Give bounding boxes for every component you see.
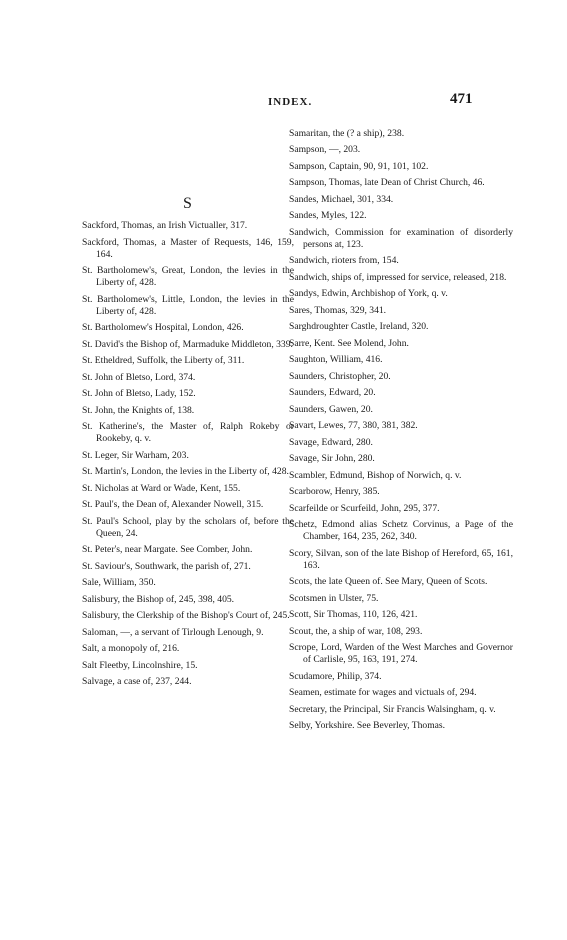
index-entry: Sampson, Thomas, late Dean of Christ Church, 46. (289, 177, 485, 189)
index-entry: Secretary, the Principal, Sir Francis Walsingham, q. v. (289, 703, 496, 715)
page-number: 471 (450, 91, 473, 107)
index-entry: St. Bartholomew's, Little, London, the levies in the Liberty of, 428. (82, 293, 294, 317)
index-entry: Salisbury, the Bishop of, 245, 398, 405. (82, 593, 235, 605)
section-letter: S (183, 195, 193, 212)
index-entry: St. Bartholomew's Hospital, London, 426. (82, 322, 244, 334)
right-entries (289, 128, 513, 732)
index-entry: Scout, the, a ship of war, 108, 293. (289, 625, 423, 637)
index-entry: Scarfeilde or Scurfeild, John, 295, 377. (289, 502, 440, 514)
index-entry: St. David's the Bishop of, Marmaduke Middleton, 339. (82, 338, 293, 350)
index-entry: St. Saviour's, Southwark, the parish of, 271. (82, 560, 251, 572)
index-entry: Sandwich, Commission for examination of disorderly persons at, 123. (289, 226, 513, 250)
index-entry: St. John, the Knights of, 138. (82, 404, 195, 416)
index-entry: Scudamore, Philip, 374. (289, 670, 382, 682)
index-entry: Saunders, Edward, 20. (289, 387, 376, 399)
index-entry: Salvage, a case of, 237, 244. (82, 676, 192, 688)
index-entry: St. Bartholomew's, Great, London, the levies in the Liberty of, 428. (82, 265, 294, 289)
index-entry: Savart, Lewes, 77, 380, 381, 382. (289, 420, 418, 432)
index-entry: Saloman, —, a servant of Tirlough Lenough, 9. (82, 626, 264, 638)
running-header: INDEX. (268, 96, 313, 108)
index-entry: Scambler, Edmund, Bishop of Norwich, q. v. (289, 469, 462, 481)
index-entry: Sackford, Thomas, a Master of Requests, 146, 159, 164. (82, 236, 294, 260)
index-entry: Savage, Sir John, 280. (289, 453, 375, 465)
index-entry: Salisbury, the Clerkship of the Bishop's Court of, 245. (82, 610, 290, 622)
index-entry: Salt, a monopoly of, 216. (82, 643, 180, 655)
index-entry: Samaritan, the (? a ship), 238. (289, 128, 405, 139)
index-entry: Sarghdroughter Castle, Ireland, 320. (289, 321, 429, 333)
index-entry: St. Katherine's, the Master of, Ralph Rokeby or Rookeby, q. v. (82, 421, 294, 445)
index-entry: St. Peter's, near Margate. See Comber, John. (82, 544, 253, 556)
right-column (289, 128, 513, 732)
index-entry: Sandwich, rioters from, 154. (289, 255, 399, 267)
index-entry: Scots, the late Queen of. See Mary, Queen of Scots. (289, 576, 488, 588)
index-entry: St. Paul's School, play by the scholars of, before the Queen, 24. (82, 515, 294, 539)
index-entry: Saughton, William, 416. (289, 354, 383, 366)
index-entry: Sandys, Edwin, Archbishop of York, q. v. (289, 288, 448, 300)
index-entry: Sackford, Thomas, an Irish Victualler, 317. (82, 220, 248, 232)
index-entry: Scott, Sir Thomas, 110, 126, 421. (289, 609, 418, 621)
index-entry: St. John of Bletso, Lord, 374. (82, 371, 196, 383)
index-entry: Scarborow, Henry, 385. (289, 486, 380, 498)
index-entry: Scrope, Lord, Warden of the West Marches and Governor of Carlisle, 95, 163, 191, 274. (289, 642, 513, 666)
index-entry: Scotsmen in Ulster, 75. (289, 592, 379, 604)
index-entry: Sampson, Captain, 90, 91, 101, 102. (289, 160, 429, 172)
index-entry: Schetz, Edmond alias Schetz Corvinus, a Page of the Chamber, 164, 235, 262, 340. (289, 519, 513, 543)
index-entry: Saunders, Christopher, 20. (289, 370, 391, 382)
index-entry: Sarre, Kent. See Molend, John. (289, 337, 409, 349)
index-entry: Seamen, estimate for wages and victuals of, 294. (289, 687, 477, 699)
index-entry: Sandes, Michael, 301, 334. (289, 193, 394, 205)
index-entry: Selby, Yorkshire. See Beverley, Thomas. (289, 720, 446, 732)
index-entry: Saunders, Gawen, 20. (289, 403, 373, 415)
index-entry: Salt Fleetby, Lincolnshire, 15. (82, 659, 198, 671)
index-entry: St. Leger, Sir Warham, 203. (82, 449, 189, 461)
index-entry: St. Etheldred, Suffolk, the Liberty of, 311. (82, 355, 245, 367)
index-entry: Sandwich, ships of, impressed for service, released, 218. (289, 271, 507, 283)
index-entry: St. Paul's, the Dean of, Alexander Nowell, 315. (82, 499, 264, 511)
index-entry: Sampson, —, 203. (289, 144, 361, 156)
index-entry: Scory, Silvan, son of the late Bishop of Hereford, 65, 161, 163. (289, 547, 513, 571)
left-column (82, 128, 294, 688)
index-entry: Sale, William, 350. (82, 577, 156, 589)
index-entry: Savage, Edward, 280. (289, 436, 373, 448)
index-entry: Sares, Thomas, 329, 341. (289, 304, 387, 316)
index-entry: St. Martin's, London, the levies in the Liberty of, 428. (82, 466, 289, 478)
index-entry: St. John of Bletso, Lady, 152. (82, 388, 196, 400)
index-entry: Sandes, Myles, 122. (289, 210, 367, 222)
left-entries (82, 220, 294, 688)
index-entry: St. Nicholas at Ward or Wade, Kent, 155. (82, 482, 241, 494)
